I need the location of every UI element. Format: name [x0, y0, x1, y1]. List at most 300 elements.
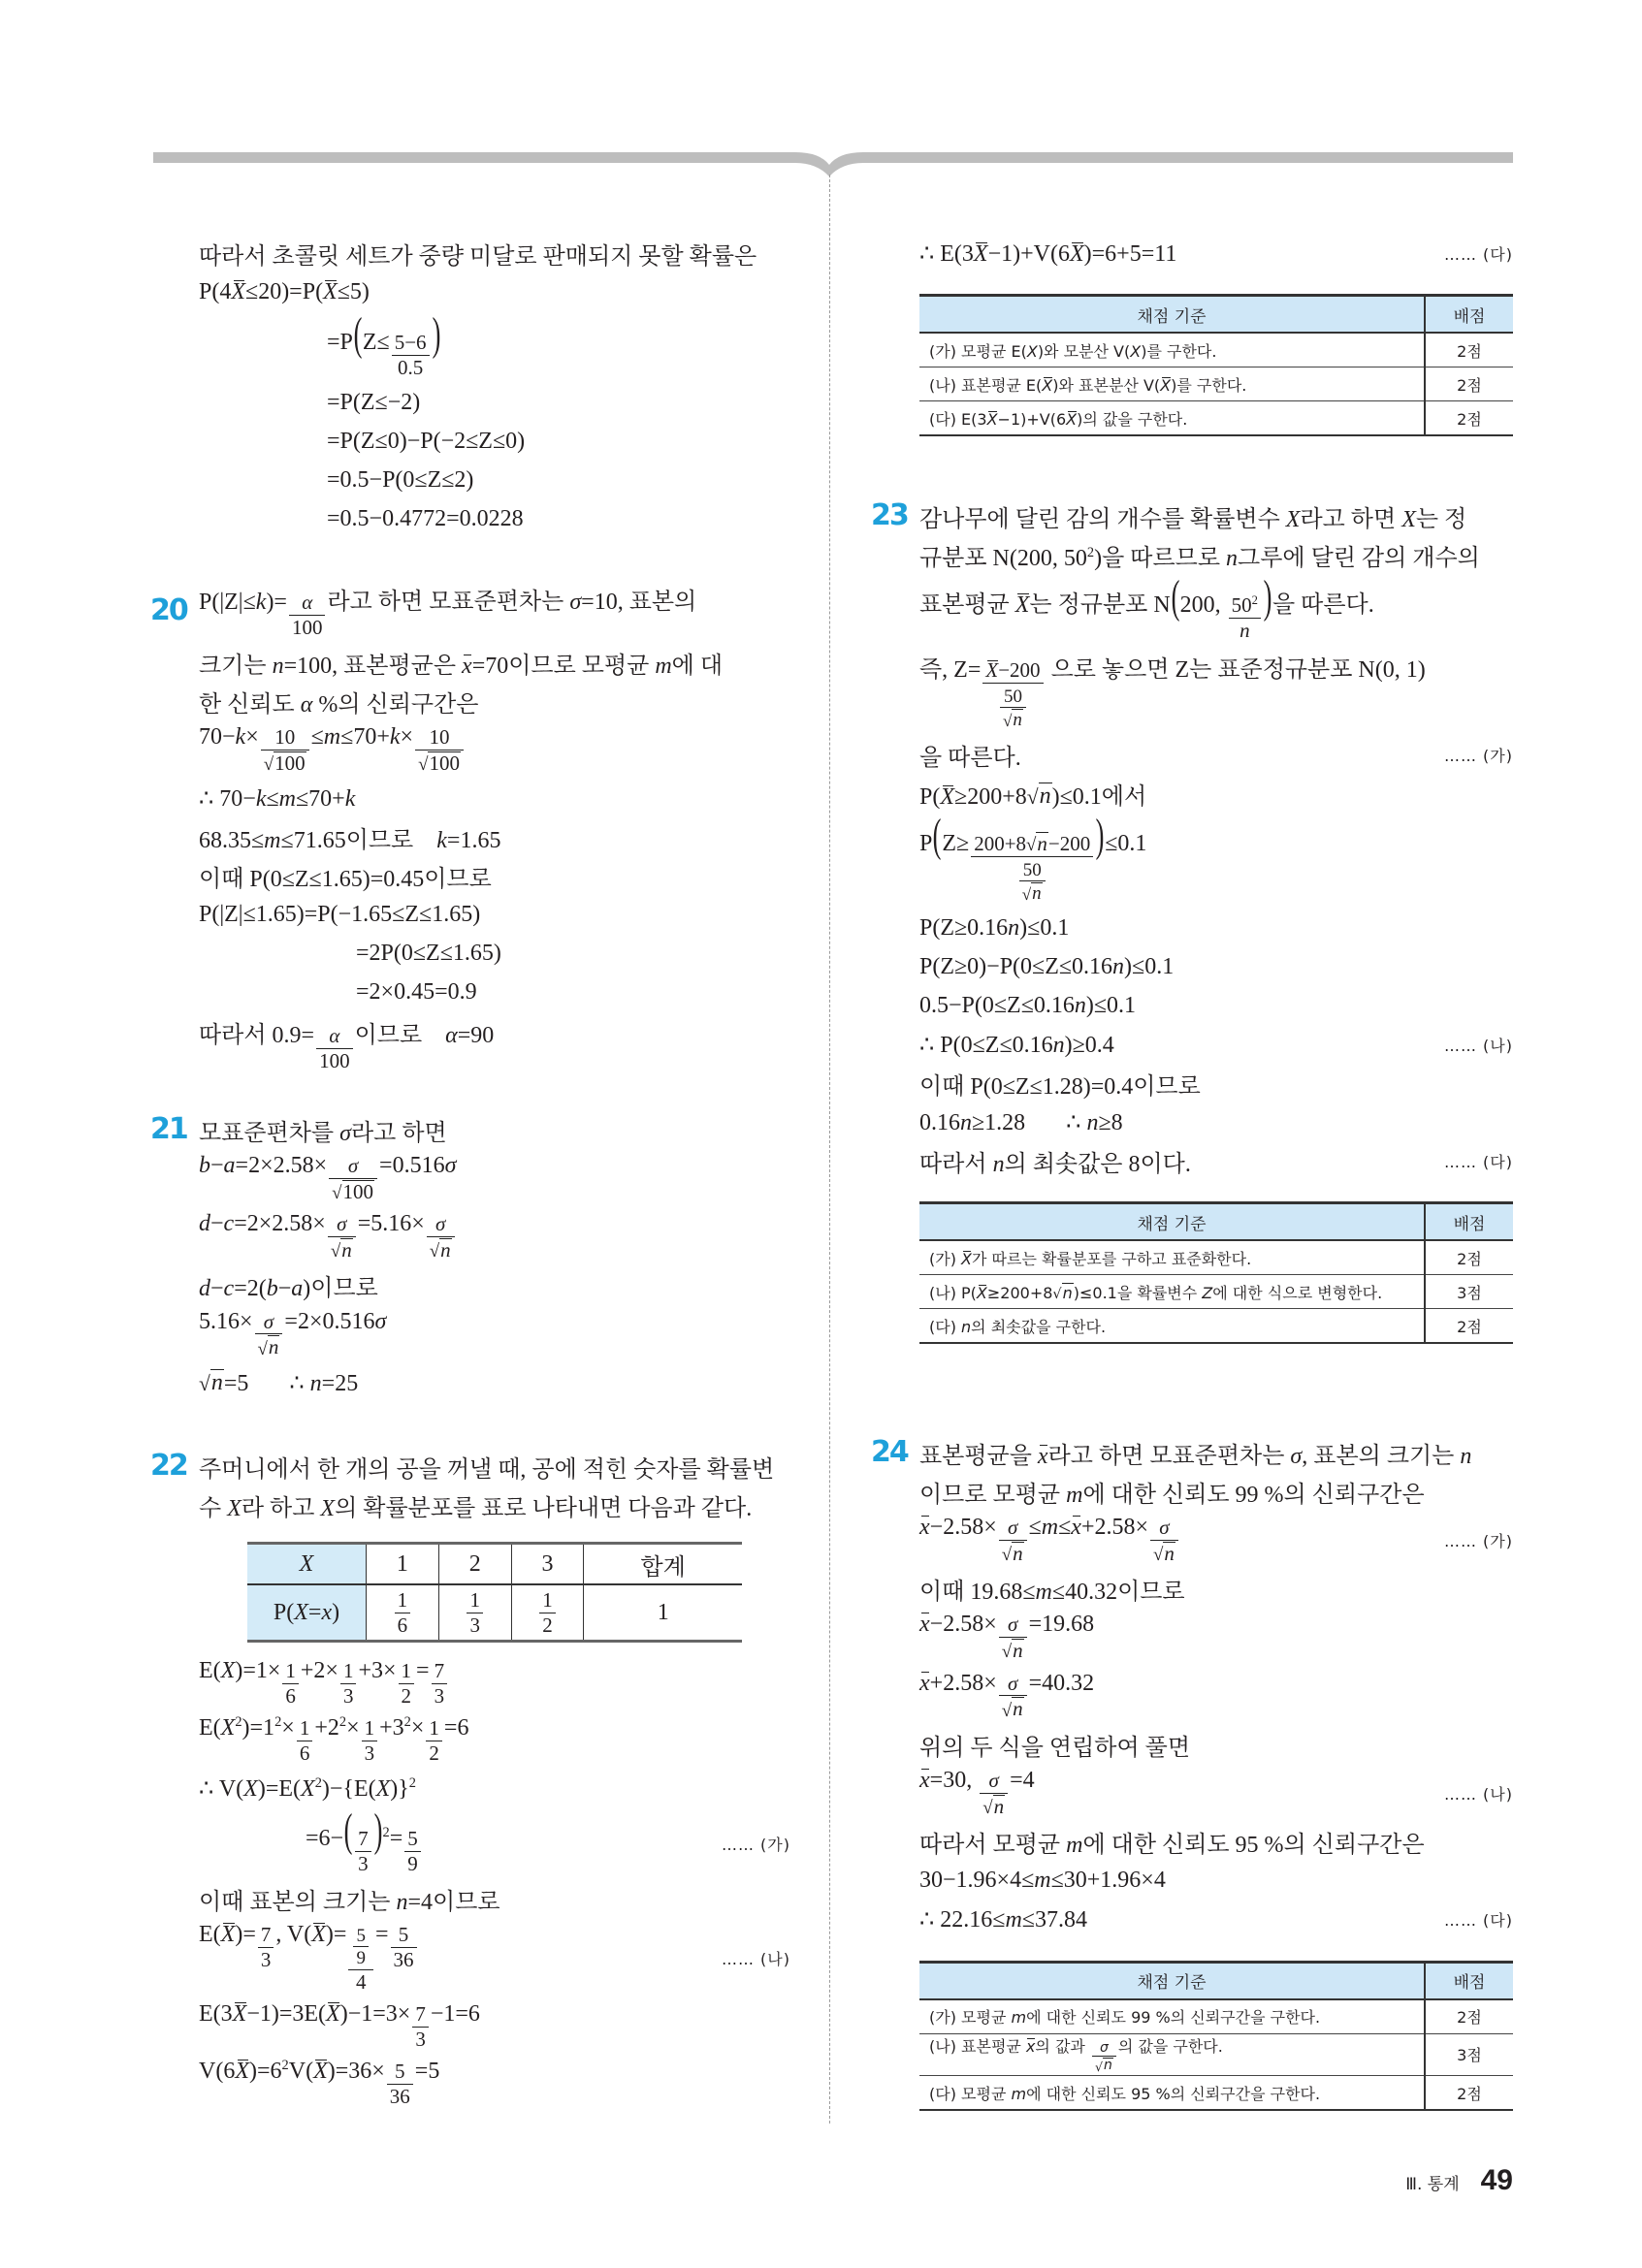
math-text: 1: [342, 1659, 354, 1682]
cell-content: [247, 1545, 366, 1583]
solution-line: [871, 496, 1513, 535]
variable: m: [1041, 1515, 1059, 1540]
solution-line: [919, 774, 1513, 813]
math-group: [929, 1315, 1106, 1337]
variable: σ: [339, 1120, 351, 1146]
math-text: −1=6: [430, 2001, 480, 2028]
step-marker: …… (다): [1443, 1911, 1513, 1930]
radicand: [210, 1369, 224, 1396]
numerator: [329, 1155, 377, 1179]
math-text: (나) 표본평균 E(: [929, 375, 1043, 395]
fraction: [971, 832, 1093, 906]
math-group: [327, 506, 524, 532]
variable: n: [1103, 2058, 1112, 2074]
math-text: ≤: [310, 724, 324, 751]
math-text: P(: [919, 783, 941, 810]
math-text: 그루에 달린 감의 개수의: [1238, 545, 1480, 571]
fraction: [392, 332, 430, 379]
math-text: ≤: [1028, 1515, 1042, 1540]
math-group: [327, 429, 525, 455]
solution-line: [919, 1608, 1513, 1666]
math-text: 5: [398, 1923, 409, 1947]
math-group: [199, 784, 355, 813]
math-text: ∴ 70−: [199, 785, 256, 812]
variable: n: [961, 1317, 972, 1336]
solution-line: [199, 2055, 790, 2112]
variable: b: [199, 1153, 210, 1178]
fraction: [1019, 860, 1046, 906]
scoring-row: [919, 367, 1513, 401]
fraction: [1150, 1517, 1178, 1565]
big-parenthesis: (: [353, 308, 363, 360]
math-text: )=6: [249, 2059, 282, 2085]
math-text: 이때 19.68≤: [919, 1579, 1036, 1605]
math-text: )≤0.1: [1019, 914, 1070, 941]
numerator: [1092, 2041, 1116, 2058]
denominator: [387, 2085, 413, 2109]
problem-number-badge: 23: [871, 497, 908, 532]
math-group: [929, 1281, 1382, 1303]
math-text: 모표준편차를: [199, 1120, 340, 1146]
scoring-row: [919, 401, 1513, 436]
math-text: 3: [358, 1851, 369, 1875]
scoring-row: [919, 2033, 1513, 2076]
math-group: [1240, 619, 1250, 642]
denominator: [353, 1970, 370, 1995]
variable: σ: [1099, 2039, 1109, 2056]
superscript: 2: [1086, 544, 1095, 560]
math-text: 3: [469, 1613, 480, 1637]
overlined-variable: x: [462, 653, 472, 679]
numerator: [261, 726, 309, 751]
numerator: [971, 832, 1093, 857]
criterion-text: [929, 335, 1414, 365]
fraction: [348, 1924, 373, 1994]
numerator: [258, 1924, 274, 1948]
solution-line: [199, 1997, 790, 2055]
math-text: −1)=3E(: [246, 2001, 327, 2028]
numerator: [1229, 594, 1261, 619]
problem-number-badge: 21: [150, 1111, 187, 1146]
math-group: [988, 1769, 998, 1792]
math-text: =6−: [306, 1826, 344, 1852]
overlined-variable: X: [220, 1922, 236, 1948]
math-group: [929, 2082, 1320, 2104]
variable: n: [1039, 783, 1051, 809]
math-text: =100, 표본평균은: [283, 653, 463, 679]
variable: σ: [1159, 1516, 1170, 1539]
math-group: [199, 1450, 774, 1484]
math-group: [199, 646, 723, 680]
solution-line: [199, 1918, 790, 1997]
math-text: 위의 두 식을 연립하여 풀면: [919, 1735, 1191, 1761]
math-group: [919, 240, 1176, 268]
solution-line: [919, 1064, 1513, 1102]
points-cell: 2점: [1425, 367, 1513, 401]
denominator: [395, 1613, 411, 1638]
overlined-variable: X: [231, 278, 246, 304]
math-text: 라 하고: [241, 1495, 321, 1521]
radicand: [1103, 2058, 1113, 2074]
variable: σ: [1007, 1613, 1018, 1637]
math-text: ×: [281, 1715, 295, 1741]
numerator: [999, 1517, 1027, 1541]
cell-content: [512, 1545, 584, 1583]
math-group: [1022, 884, 1043, 905]
variable: n: [993, 1794, 1005, 1818]
cell-content: [439, 1587, 511, 1637]
math-group: [982, 1795, 1005, 1818]
fraction: [362, 1717, 378, 1765]
solution-line: [199, 1266, 790, 1305]
variable: α: [302, 591, 313, 614]
math-text: 200,: [1179, 592, 1227, 618]
math-text: =90: [457, 1023, 495, 1049]
math-text: 10: [274, 725, 296, 750]
solution-line: [199, 817, 790, 856]
solution-line: [199, 895, 790, 934]
math-group: [919, 1031, 1114, 1059]
variable: m: [1066, 1833, 1083, 1858]
variable: n: [210, 1369, 223, 1395]
denominator: [255, 1334, 283, 1359]
math-text: +3×: [358, 1658, 397, 1683]
math-text: 6: [397, 1613, 408, 1637]
denominator: [355, 1852, 371, 1876]
variable: X: [375, 1775, 391, 1802]
denominator: [999, 1696, 1027, 1721]
variable: m: [1005, 1907, 1022, 1933]
criterion-text: [929, 1243, 1414, 1272]
math-text: 10: [429, 725, 450, 750]
math-text: (가) 모평균: [929, 2008, 1012, 2027]
math-text: =: [374, 1922, 389, 1948]
math-text: Z≤: [362, 330, 390, 355]
math-text: =1.65: [446, 827, 501, 853]
math-text: )=6+5=11: [1083, 240, 1177, 267]
fraction: [980, 1770, 1008, 1818]
variable: d: [199, 1276, 210, 1302]
math-text: (가): [929, 1249, 962, 1268]
math-text: 가 따르는 확률분포를 구하고 표준화한다.: [972, 1249, 1252, 1268]
denominator: [999, 1638, 1027, 1663]
radicand: [268, 1335, 280, 1359]
variable: X: [294, 1599, 308, 1625]
fraction: [1229, 594, 1261, 642]
math-text: −200: [1047, 832, 1091, 856]
superscript: 2: [403, 1714, 411, 1731]
math-text: 크기는: [199, 653, 273, 679]
fraction: [427, 1213, 455, 1262]
math-group: [306, 1805, 423, 1875]
math-text: )를 구한다.: [1171, 375, 1247, 395]
math-text: −: [277, 1276, 292, 1302]
variable: α: [329, 1024, 340, 1048]
points-cell: 2점: [1425, 1240, 1513, 1275]
math-group: [327, 390, 420, 416]
fraction: [316, 1025, 353, 1072]
criterion-text: [929, 369, 1414, 399]
math-text: 는 정규분포 N: [1029, 592, 1171, 618]
overlined-variable: x: [1037, 1443, 1048, 1469]
superscript: 2: [274, 1714, 282, 1731]
math-text: =P(Z≤−2): [327, 389, 421, 415]
denominator: [391, 1948, 417, 1972]
radicand: [342, 1180, 375, 1204]
math-text: 따라서 모평균: [919, 1833, 1067, 1858]
numerator: [999, 1673, 1027, 1697]
math-group: [919, 1515, 1180, 1565]
table-header-cell: 배점: [1425, 296, 1513, 334]
variable: σ: [444, 1153, 457, 1178]
math-text: 9: [407, 1851, 418, 1875]
scoring-criteria-table: [919, 1201, 1513, 1344]
solution-line: [919, 1102, 1513, 1141]
math-text: =5: [414, 2059, 440, 2085]
overlined-variable: X: [973, 240, 988, 267]
page-number: 49: [1480, 2164, 1513, 2196]
math-text: )를 구한다.: [1141, 341, 1217, 361]
denominator: [432, 1684, 448, 1709]
math-group: [929, 1247, 1251, 1269]
chapter-label: Ⅲ. 통계: [1405, 2175, 1460, 2194]
math-text: 에 대한 신뢰도 95 %의 신뢰구간을 구한다.: [1026, 2084, 1321, 2103]
math-text: 5: [356, 1926, 366, 1947]
fraction: [412, 2003, 429, 2051]
numerator: [467, 1589, 483, 1613]
scoring-criteria-table: [919, 294, 1513, 436]
math-text: , V(: [275, 1922, 312, 1948]
math-text: 1: [285, 1659, 296, 1682]
math-group: [435, 1212, 445, 1235]
solution-line: [919, 1511, 1513, 1569]
math-text: 에 대한 신뢰도 99 %의 신뢰구간은: [1082, 1482, 1425, 1508]
math-text: 1: [401, 1659, 412, 1682]
fraction: [289, 591, 326, 639]
denominator: [353, 1947, 369, 1968]
math-group: [1013, 710, 1022, 730]
math-text: V(6: [199, 2059, 236, 2085]
math-group: [919, 1475, 1425, 1509]
big-parenthesis: (: [343, 1805, 353, 1857]
table-cell: [584, 1544, 742, 1585]
math-group: [199, 237, 757, 271]
table-header-cell: 채점 기준: [919, 296, 1425, 334]
math-text: V(: [288, 2059, 314, 2085]
math-text: P(|Z|≤: [199, 590, 256, 615]
solution-line: [199, 1149, 790, 1207]
math-text: =0.516: [379, 1153, 445, 1178]
math-text: (나) P(: [929, 1283, 977, 1302]
overlined-variable: X: [940, 783, 955, 810]
variable: σ: [347, 1154, 359, 1177]
math-group: [1037, 832, 1047, 855]
fraction: [399, 1660, 415, 1708]
numerator: [392, 332, 430, 356]
variable: n: [1013, 1638, 1023, 1662]
variable: n: [1037, 831, 1047, 855]
math-group: [929, 373, 1246, 396]
solution-line: [871, 1433, 1513, 1472]
variable: m: [1034, 1868, 1051, 1893]
solution-line: [199, 643, 790, 682]
math-text: ×: [410, 1715, 425, 1741]
math-text: ∴ 22.16≤: [919, 1907, 1006, 1933]
denominator: [340, 1684, 357, 1709]
numerator: [415, 726, 464, 751]
variable: m: [323, 724, 341, 751]
math-group: [919, 1436, 1471, 1470]
math-text: )이므로: [303, 1276, 378, 1302]
math-text: 주머니에서 한 개의 공을 꺼낼 때, 공에 적힌 숫자를 확률변: [199, 1456, 775, 1483]
denominator: [426, 1741, 442, 1766]
table-cell: [511, 1584, 584, 1642]
math-text: (다) 모평균: [929, 2084, 1012, 2103]
solution-line: [199, 308, 790, 383]
cell-content: [247, 1593, 366, 1632]
criterion-text: [929, 403, 1414, 432]
math-text: )=36×: [327, 2059, 385, 2085]
math-text: =25: [321, 1370, 359, 1396]
variable: σ: [1290, 1443, 1303, 1469]
math-text: P(Z≥0)−P(0≤Z≤0.16: [919, 953, 1113, 979]
math-text: 한 신뢰도: [199, 691, 301, 718]
math-text: 100: [319, 1048, 350, 1072]
solution-line: [919, 1025, 1513, 1064]
numerator: [1000, 687, 1026, 708]
numerator: [982, 659, 1043, 684]
variable: n: [1074, 992, 1086, 1018]
math-text: 4: [355, 1969, 367, 1994]
math-group: [348, 1154, 358, 1177]
variable: σ: [1007, 1516, 1018, 1539]
table-cell: [367, 1544, 439, 1585]
solution-line: [919, 1862, 1513, 1901]
math-group: [199, 1015, 494, 1072]
solution-line: [919, 646, 1513, 735]
math-group: [302, 591, 312, 614]
variable: α: [300, 691, 313, 718]
math-text: 100: [429, 751, 460, 775]
points-cell: 2점: [1425, 333, 1513, 367]
math-group: [1002, 1542, 1024, 1565]
scoring-row: [919, 1999, 1513, 2034]
criterion-text: [929, 1277, 1414, 1306]
denominator: [328, 1237, 356, 1262]
variable: X: [299, 1550, 314, 1577]
math-text: +2.58×: [1080, 1515, 1149, 1540]
scoring-criteria-table: [919, 1961, 1513, 2112]
overlined-variable: x: [919, 1515, 930, 1540]
square-root: [430, 1238, 452, 1262]
math-text: )=E(: [257, 1775, 302, 1802]
solution-line: [919, 1667, 1513, 1725]
variable: X: [227, 1495, 241, 1521]
variable: n: [1062, 1283, 1073, 1302]
overlined-variable: X: [1069, 240, 1084, 267]
variable: n: [1052, 1032, 1065, 1058]
radicand: [1012, 709, 1023, 730]
big-parenthesis: ): [373, 1805, 382, 1857]
variable: m: [1035, 1579, 1052, 1605]
math-text: 2: [401, 1683, 412, 1708]
variable: σ: [988, 1769, 999, 1793]
math-text: 0.5: [398, 355, 424, 379]
math-text: 규분포 N(200, 50: [919, 545, 1087, 571]
overlined-variable: x: [1071, 1515, 1081, 1540]
math-group: [919, 1671, 1094, 1721]
square-root: [1022, 882, 1043, 904]
radicand: [1012, 1697, 1024, 1721]
math-text: 5: [407, 1827, 418, 1851]
table-cell: [438, 1544, 511, 1585]
denominator: [395, 356, 426, 380]
solution-line: [919, 1472, 1513, 1511]
math-group: [418, 751, 461, 775]
math-text: )≤0.1: [1085, 992, 1137, 1018]
math-text: ≥1.28 ∴: [972, 1109, 1087, 1135]
square-root: [1095, 2058, 1113, 2074]
math-text: ×: [346, 1715, 360, 1741]
math-text: =2×0.516: [284, 1308, 375, 1334]
math-group: [1002, 1698, 1024, 1721]
math-text: P: [919, 831, 933, 857]
overlined-variable: X: [311, 1922, 326, 1948]
solution-line: [919, 571, 1513, 646]
numerator: [432, 1660, 448, 1684]
radicand: [1163, 1542, 1175, 1566]
math-text: 라고 하면 모표준편차는: [1047, 1443, 1291, 1469]
math-text: 2: [429, 1741, 439, 1765]
math-text: ≥200+8: [954, 783, 1027, 810]
variable: X: [243, 1775, 258, 1802]
points-cell: 3점: [1425, 1275, 1513, 1309]
overlined-variable: x: [919, 1612, 930, 1638]
math-group: [1063, 1284, 1073, 1302]
variable: X: [1130, 341, 1142, 361]
denominator: [415, 751, 464, 776]
square-root: [1002, 1639, 1024, 1663]
math-text: ≤5): [337, 278, 370, 304]
step-marker: …… (나): [1443, 1036, 1513, 1055]
math-text: −2.58×: [929, 1612, 997, 1638]
variable: σ: [569, 590, 582, 615]
table-cell: [247, 1544, 367, 1585]
math-group: [1008, 1613, 1017, 1636]
solution-line: [150, 1447, 790, 1485]
math-text: −200: [998, 658, 1041, 683]
math-text: =10, 표본의: [581, 590, 697, 615]
variable: X: [1401, 506, 1416, 532]
solution-line: [199, 1769, 790, 1807]
variable: n: [1013, 1541, 1023, 1565]
math-text: 50: [1231, 593, 1252, 617]
solution-line: [199, 422, 790, 461]
math-text: E(: [199, 1922, 221, 1948]
numerator: [426, 1717, 442, 1741]
overlined-variable: X: [326, 2001, 340, 2028]
math-group: [397, 1551, 408, 1578]
math-group: [919, 1768, 1035, 1818]
math-text: ≤0.1: [1105, 831, 1147, 857]
solution-19-continued: [199, 234, 790, 538]
table-cell: [584, 1584, 742, 1642]
denominator: [1092, 2057, 1116, 2075]
math-group: [199, 1113, 447, 1147]
scoring-header-row: [919, 1962, 1513, 1999]
math-text: ≤70+: [295, 785, 345, 812]
variable: X: [301, 1775, 315, 1802]
